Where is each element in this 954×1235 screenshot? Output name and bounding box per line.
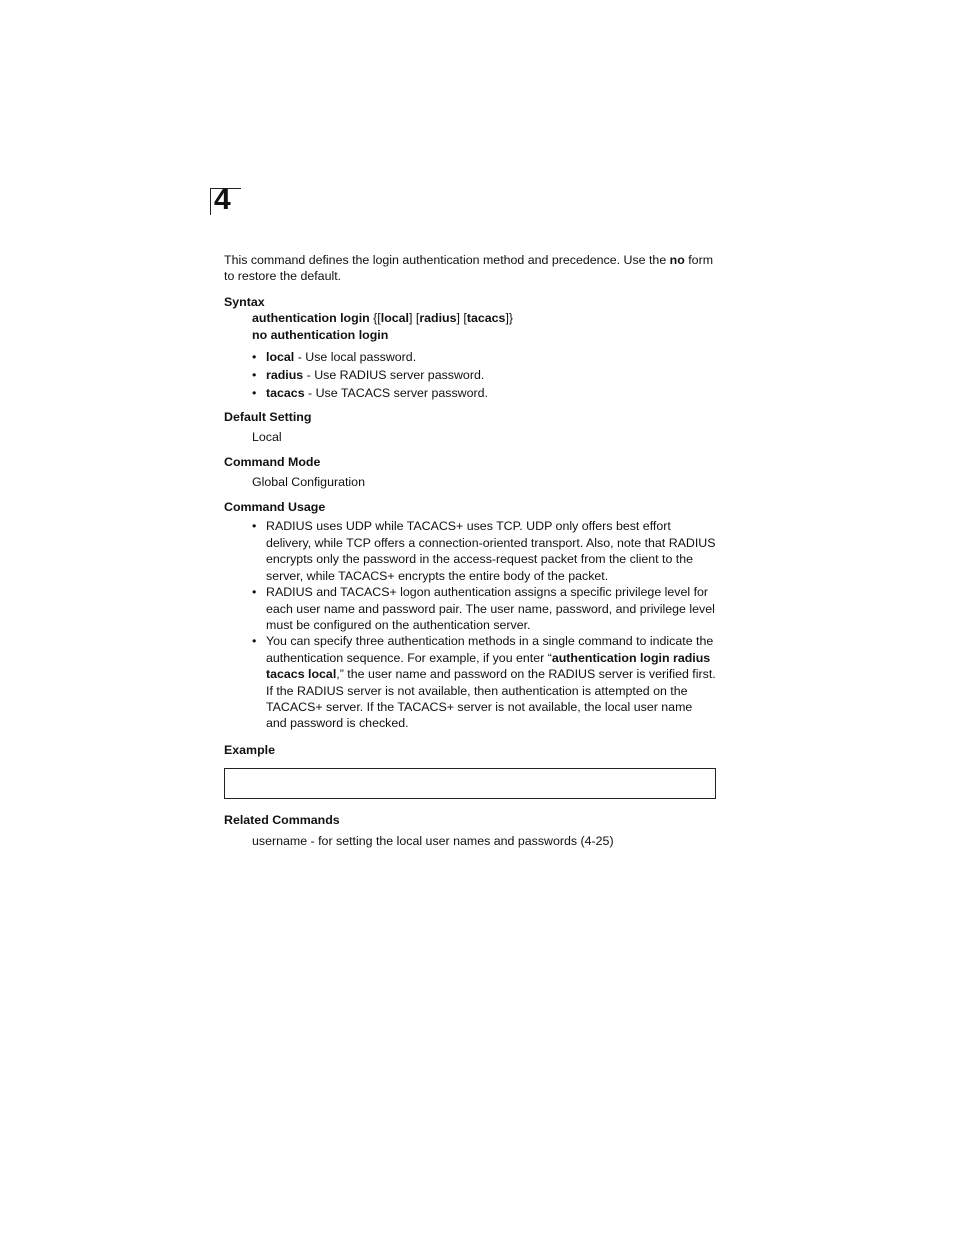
- intro-paragraph: [224, 252, 716, 285]
- list-item: • RADIUS uses UDP while TACACS+ uses TCP. UDP only offers best effort delivery, while TCP offers a connection-oriented transport. Also, note that RADIUS encrypts only the password in the access-request packet from the client to the server, while TACACS+ encrypts the entire body of the packet.: [266, 518, 716, 584]
- option-desc: - Use RADIUS server password.: [303, 368, 485, 383]
- syntax-block: [224, 310, 716, 343]
- usage-text-end: ,” the user name and password on the RADIUS server is verified first. If the RADIUS server is not available, then authentication is attempted on the TACACS+ server. If the TACACS+ server is not available, the local user name and password is checked.: [266, 667, 716, 731]
- syntax-options-list: [224, 349, 716, 401]
- list-item: [266, 385, 716, 401]
- list-item: [266, 349, 716, 365]
- syntax-bracket: ]}: [505, 311, 514, 326]
- option-name: radius: [266, 368, 304, 383]
- option-desc: - Use TACACS server password.: [304, 386, 488, 401]
- related-commands-heading: Related Commands: [224, 813, 340, 828]
- default-setting-heading: Default Setting: [224, 410, 312, 425]
- page-content: [224, 252, 716, 849]
- default-setting-value: Local: [252, 429, 282, 444]
- command-usage-list: [224, 518, 716, 731]
- syntax-bracket: {[: [369, 311, 381, 326]
- list-item: [266, 633, 716, 731]
- usage-command: authentication login radius tacacs local: [266, 650, 711, 682]
- syntax-opt-tacacs: tacacs: [466, 311, 506, 326]
- command-mode-heading: Command Mode: [224, 455, 321, 470]
- intro-no-keyword: no: [669, 253, 685, 267]
- syntax-heading: Syntax: [224, 294, 265, 309]
- syntax-command: authentication login: [252, 311, 370, 326]
- syntax-line-2: no authentication login: [252, 327, 389, 342]
- example-heading: Example: [224, 742, 275, 757]
- command-usage-heading: Command Usage: [224, 500, 326, 515]
- syntax-opt-radius: radius: [419, 311, 457, 326]
- syntax-line-1: [252, 310, 716, 326]
- intro-text: This command defines the login authentication method and precedence. Use the: [224, 253, 670, 267]
- list-item: [266, 367, 716, 383]
- syntax-bracket: ] [: [409, 311, 420, 326]
- syntax-opt-local: local: [380, 311, 409, 326]
- chapter-number: 4: [214, 183, 231, 216]
- intro-text-end: form to restore the default.: [224, 253, 714, 284]
- option-name: tacacs: [266, 386, 305, 401]
- syntax-bracket: ] [: [456, 311, 467, 326]
- option-name: local: [266, 350, 295, 365]
- related-commands-value: username - for setting the local user names and passwords (4-25): [252, 833, 614, 848]
- example-code-box: [224, 768, 716, 799]
- option-desc: - Use local password.: [294, 350, 417, 365]
- usage-text: You can specify three authentication methods in a single command to indicate the authentication sequence. For example, if you enter “: [266, 634, 714, 665]
- command-mode-value: Global Configuration: [252, 474, 365, 489]
- list-item: • RADIUS and TACACS+ logon authentication assigns a specific privilege level for each user name and password pair. The user name, password, and privilege level must be configured on the authentication server.: [266, 584, 716, 633]
